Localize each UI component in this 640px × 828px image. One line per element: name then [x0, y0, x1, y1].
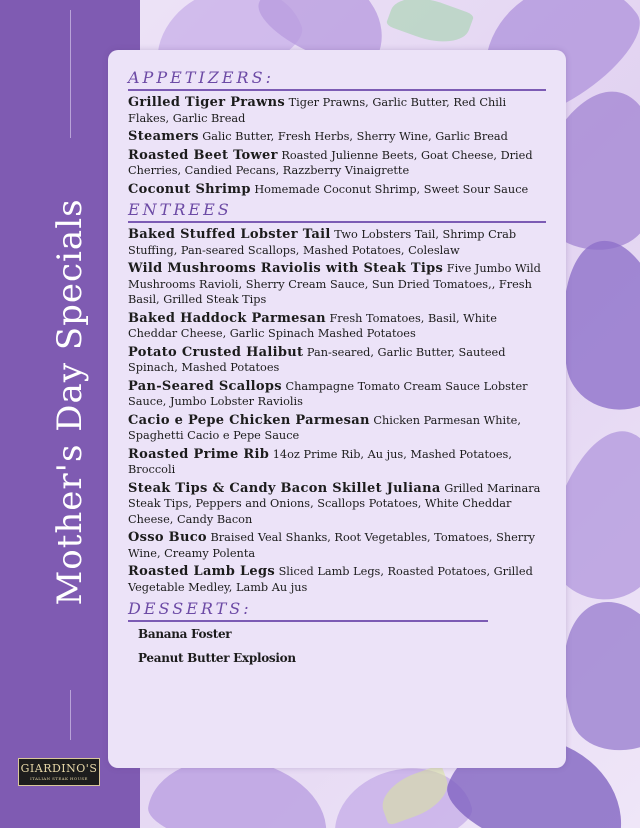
menu-item	[128, 530, 546, 561]
menu-item-description: Roasted Julienne Beets, Goat Cheese, Dried Cherries, Candied Pecans, Razzberry Vinaigrette	[128, 148, 533, 177]
menu-item	[128, 182, 546, 198]
menu-item	[128, 227, 546, 258]
appetizers-rule	[128, 89, 546, 91]
menu-item-description: Grilled Marinara Steak Tips, Peppers and Onions, Scallops Potatoes, White Cheddar Cheese, Candy Bacon	[128, 481, 541, 526]
sidebar-divider-bottom	[70, 690, 71, 740]
restaurant-logo	[18, 758, 100, 786]
menu-item-name: Potato Crusted Halibut	[128, 344, 304, 360]
menu-item	[128, 379, 546, 410]
menu-item-description: Two Lobsters Tail, Shrimp Crab Stuffing, Pan-seared Scallops, Mashed Potatoes, Coleslaw	[128, 228, 517, 257]
desserts-heading: DESSERTS:	[128, 599, 252, 618]
menu-item-description: Champagne Tomato Cream Sauce Lobster Sauce, Jumbo Lobster Raviolis	[128, 379, 528, 408]
logo-tagline: ITALIAN STEAK HOUSE	[30, 776, 88, 781]
dessert-item: Peanut Butter Explosion	[138, 651, 296, 665]
menu-item-name: Coconut Shrimp	[128, 181, 251, 197]
menu-item-name: Baked Stuffed Lobster Tail	[128, 227, 331, 242]
entrees-heading: ENTREES	[128, 200, 232, 219]
menu-item	[128, 261, 546, 308]
menu-item	[128, 481, 546, 528]
menu-item-description: Sliced Lamb Legs, Roasted Potatoes, Grilled Vegetable Medley, Lamb Au jus	[128, 565, 533, 594]
menu-item-name: Grilled Tiger Prawns	[128, 95, 286, 110]
menu-item-name: Steak Tips & Candy Bacon Skillet Juliana	[128, 480, 441, 496]
desserts-list	[128, 626, 546, 666]
menu-item-description: Five Jumbo Wild Mushrooms Ravioli, Sherry Cream Sauce, Sun Dried Tomatoes,, Fresh Basil, Grilled Steak Tips	[128, 262, 541, 306]
menu-item	[128, 311, 546, 342]
menu-item-name: Osso Buco	[128, 530, 207, 545]
menu-content	[128, 68, 546, 674]
menu-item	[128, 564, 546, 595]
sidebar-divider-top	[70, 10, 71, 138]
dessert-item: Banana Foster	[138, 627, 232, 641]
menu-item	[128, 148, 546, 179]
menu-item-name: Baked Haddock Parmesan	[128, 310, 326, 326]
entrees-rule	[128, 221, 546, 223]
menu-item	[128, 95, 546, 126]
appetizers-heading: APPETIZERS:	[128, 68, 274, 87]
menu-item-description: Tiger Prawns, Garlic Butter, Red Chili Flakes, Garlic Bread	[128, 96, 507, 125]
menu-item-name: Steamers	[128, 129, 199, 144]
desserts-rule	[128, 620, 488, 622]
menu-item-description: Chicken Parmesan White, Spaghetti Cacio e Pepe Sauce	[128, 413, 521, 442]
appetizers-list	[128, 95, 546, 197]
menu-item-description: Fresh Tomatoes, Basil, White Cheddar Cheese, Garlic Spinach Mashed Potatoes	[128, 311, 497, 340]
menu-item-name: Roasted Lamb Legs	[128, 564, 275, 579]
menu-item	[128, 413, 546, 444]
menu-item-name: Roasted Beet Tower	[128, 147, 278, 163]
entrees-list	[128, 227, 546, 595]
menu-item-name: Wild Mushrooms Raviolis with Steak Tips	[128, 261, 444, 276]
menu-item-description: 14oz Prime Rib, Au jus, Mashed Potatoes, Broccoli	[128, 447, 512, 476]
menu-item-name: Roasted Prime Rib	[128, 446, 270, 462]
menu-item	[128, 345, 546, 376]
menu-item-name: Pan-Seared Scallops	[128, 378, 282, 394]
logo-name: GIARDINO'S	[20, 762, 98, 775]
menu-item-description: Braised Veal Shanks, Root Vegetables, Tomatoes, Sherry Wine, Creamy Polenta	[128, 531, 535, 560]
menu-item	[128, 129, 546, 145]
page-title: Mother's Day Specials	[50, 198, 90, 606]
menu-item-description: Galic Butter, Fresh Herbs, Sherry Wine, Garlic Bread	[202, 130, 508, 143]
menu-item-description: Homemade Coconut Shrimp, Sweet Sour Sauce	[254, 182, 529, 196]
menu-item	[128, 447, 546, 478]
menu-item-description: Pan-seared, Garlic Butter, Sauteed Spinach, Mashed Potatoes	[128, 345, 506, 374]
menu-item-name: Cacio e Pepe Chicken Parmesan	[128, 412, 370, 428]
